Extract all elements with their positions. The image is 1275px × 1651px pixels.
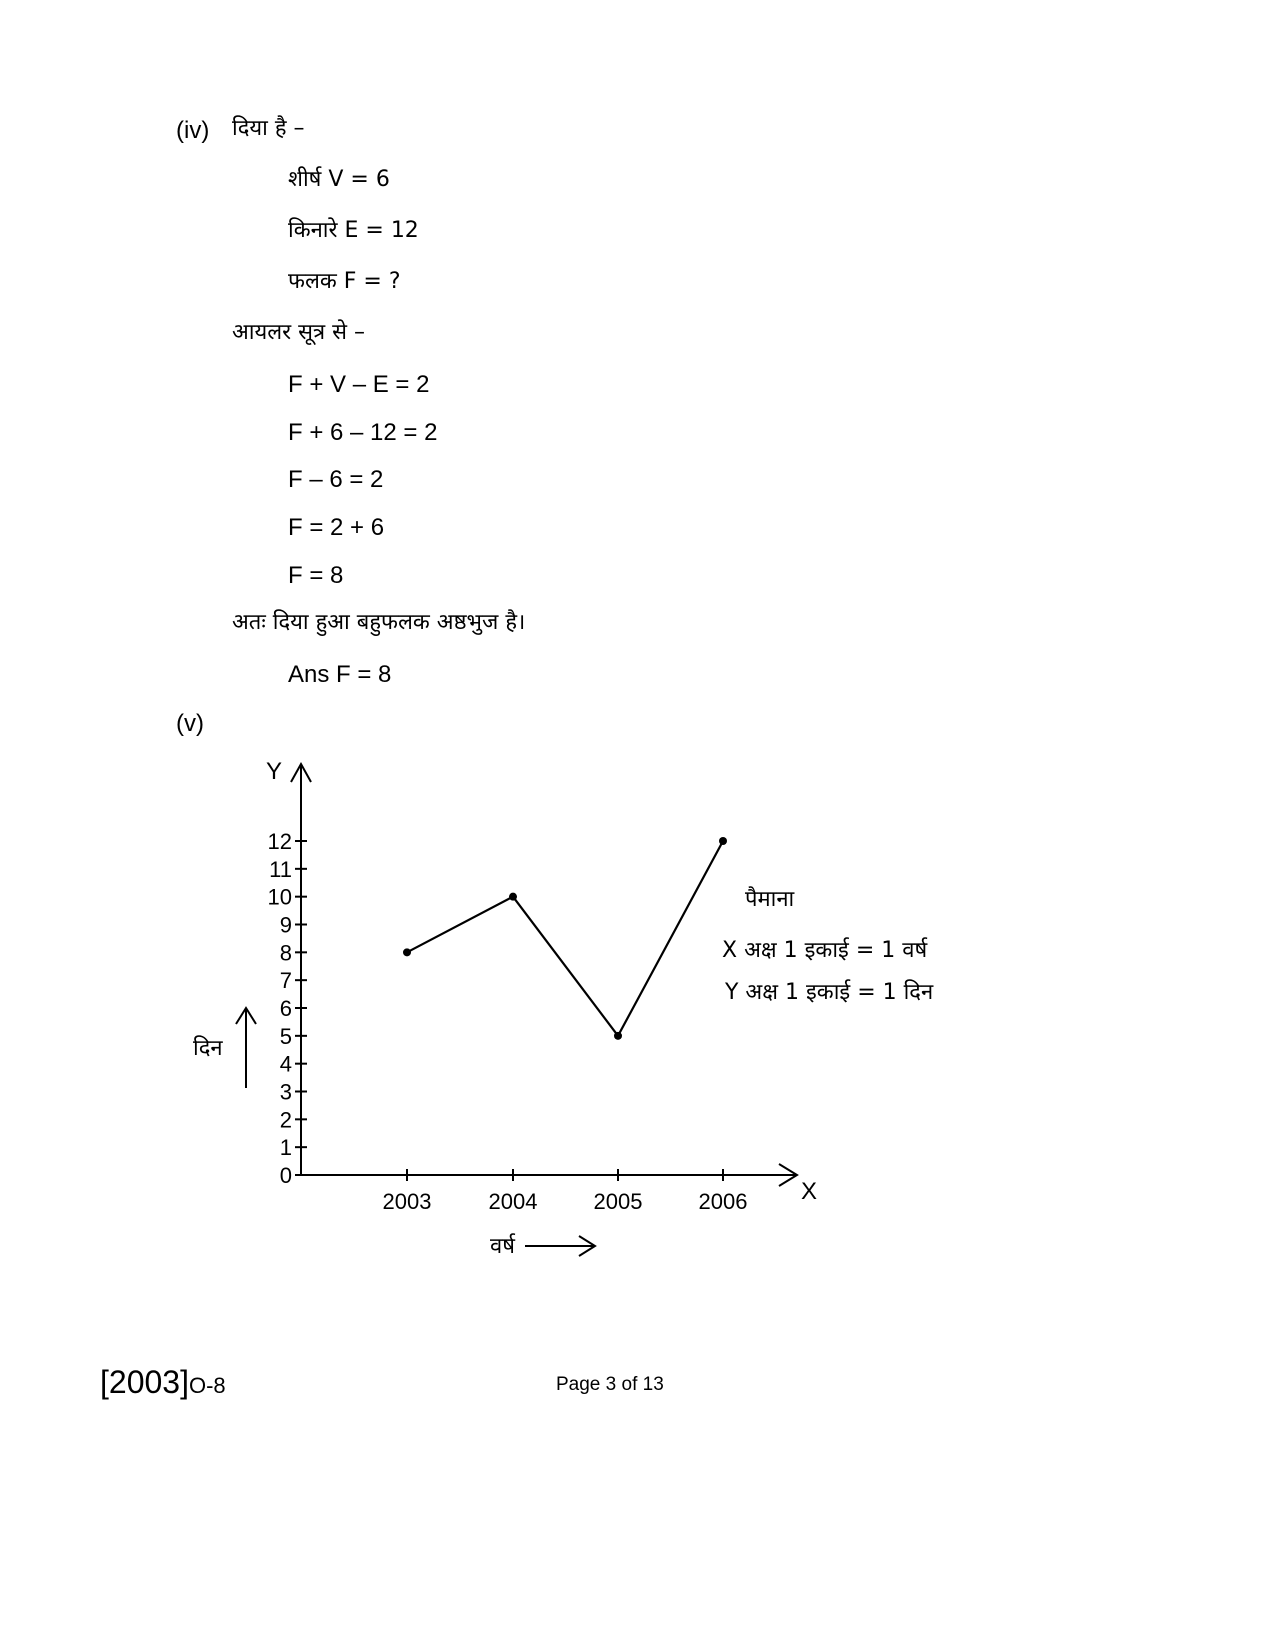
- y-tick-label: 8: [279, 940, 292, 966]
- y-tick-label: 2: [279, 1107, 292, 1133]
- scale-heading: पैमाना: [745, 887, 795, 912]
- footer-code: [100, 1366, 226, 1398]
- equation-step: F = 2 + 6: [288, 514, 385, 541]
- part-v-label: (v): [176, 710, 204, 737]
- y-tick-label: 7: [279, 968, 292, 994]
- y-tick-label: 4: [279, 1051, 292, 1077]
- y-tick-label: 9: [279, 912, 292, 938]
- given-heading: दिया है –: [232, 116, 305, 141]
- data-point: [614, 1032, 622, 1040]
- scale-x: X अक्ष 1 इकाई = 1 वर्ष: [722, 938, 928, 963]
- x-tick-label: 2004: [488, 1189, 538, 1214]
- equation-step: F = 8: [288, 562, 344, 589]
- series-line: [407, 841, 723, 1036]
- euler-heading: आयलर सूत्र से –: [232, 320, 366, 345]
- scale-y: Y अक्ष 1 इकाई = 1 दिन: [725, 980, 934, 1005]
- x-axis-letter: X: [801, 1178, 818, 1205]
- y-tick-label: 12: [267, 829, 292, 854]
- footer-code-suffix: O-8: [188, 1373, 226, 1398]
- conclusion: अतः दिया हुआ बहुफलक अष्ठभुज है।: [232, 610, 526, 635]
- x-tick-label: 2006: [698, 1189, 748, 1214]
- y-tick-label: 5: [279, 1023, 292, 1049]
- x-tick-label: 2003: [382, 1189, 432, 1214]
- faces-line: फलक F = ?: [288, 269, 401, 294]
- page-number: Page 3 of 13: [556, 1374, 664, 1395]
- y-tick-label: 6: [279, 996, 292, 1021]
- equation-step: F – 6 = 2: [288, 466, 384, 493]
- data-point: [403, 948, 411, 956]
- equation-step: F + 6 – 12 = 2: [288, 419, 438, 446]
- edges-line: किनारे E = 12: [288, 218, 419, 243]
- y-tick-label: 10: [267, 884, 292, 910]
- data-point: [719, 837, 727, 845]
- footer-code-main: [2003]: [100, 1364, 189, 1400]
- y-tick-label: 0: [279, 1163, 292, 1188]
- part-iv-label: (iv): [176, 117, 210, 144]
- y-tick-label: 11: [269, 856, 292, 882]
- y-tick-label: 3: [279, 1079, 292, 1105]
- y-axis-label: दिन: [193, 1036, 223, 1061]
- vertices-line: शीर्ष V = 6: [288, 167, 390, 192]
- y-axis-letter: Y: [266, 758, 283, 785]
- data-point: [509, 893, 517, 901]
- equation-step: F + V – E = 2: [288, 371, 430, 398]
- y-tick-label: 1: [279, 1135, 292, 1161]
- answer: Ans F = 8: [288, 661, 392, 688]
- x-axis-label: वर्ष: [490, 1234, 515, 1259]
- x-tick-label: 2005: [593, 1189, 643, 1214]
